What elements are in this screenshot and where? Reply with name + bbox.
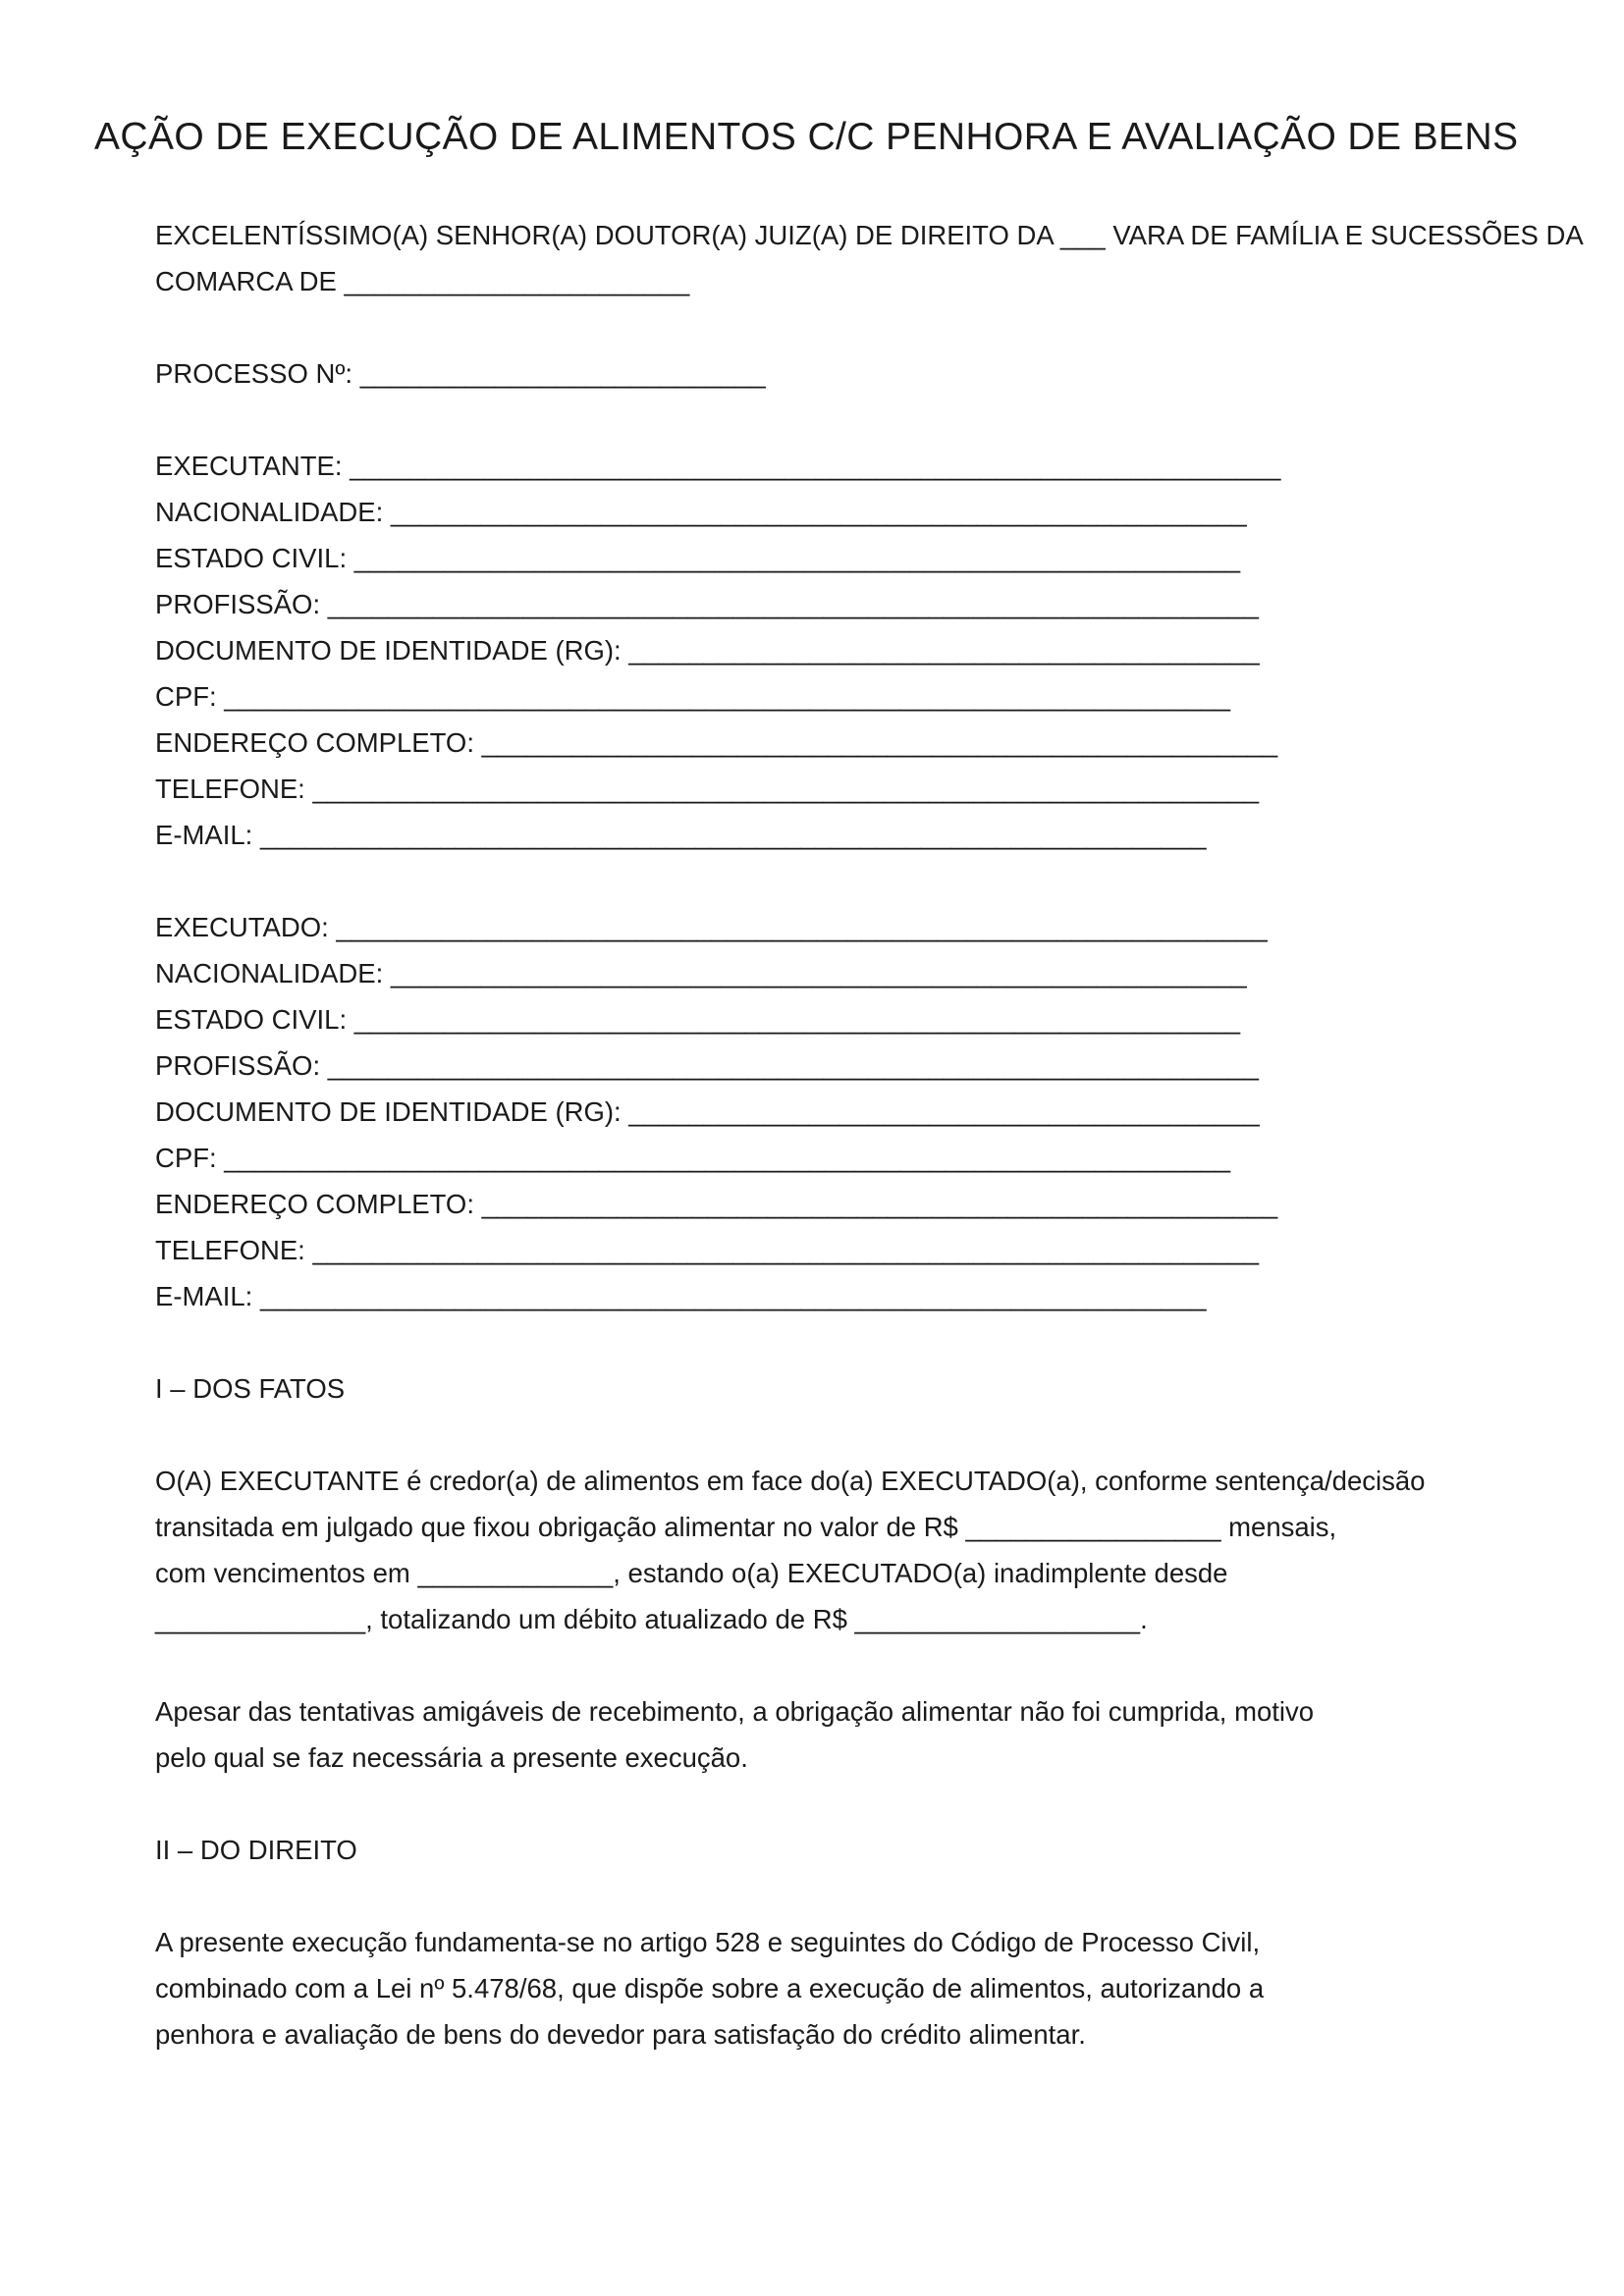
paragraph-line: A presente execução fundamenta-se no artigo 528 e seguintes do Código de Processo Civil, xyxy=(155,1927,1261,1957)
executado-name-field: EXECUTADO: ______________________________________________________________ xyxy=(155,912,1268,942)
paragraph-line: Apesar das tentativas amigáveis de recebimento, a obrigação alimentar não foi cumprida, motivo xyxy=(155,1696,1315,1727)
fatos-paragraph-1 xyxy=(155,1458,1624,1642)
executado-nationality-field: NACIONALIDADE: _________________________________________________________ xyxy=(155,958,1247,988)
paragraph-line: ______________, totalizando um débito atualizado de R$ ___________________. xyxy=(155,1604,1148,1634)
executado-email-field: E-MAIL: _______________________________________________________________ xyxy=(155,1281,1207,1311)
paragraph-line: com vencimentos em _____________, estando o(a) EXECUTADO(a) inadimplente desde xyxy=(155,1558,1228,1588)
section-heading-fatos: I – DOS FATOS xyxy=(155,1373,346,1404)
executante-marital-status-field: ESTADO CIVIL: ___________________________________________________________ xyxy=(155,543,1241,573)
executante-nationality-field: NACIONALIDADE: _________________________________________________________ xyxy=(155,497,1247,527)
executante-address-field: ENDEREÇO COMPLETO: _____________________________________________________ xyxy=(155,727,1278,758)
executante-section xyxy=(155,443,1624,858)
document-title: AÇÃO DE EXECUÇÃO DE ALIMENTOS C/C PENHORA E AVALIAÇÃO DE BENS xyxy=(94,116,1519,158)
executante-profession-field: PROFISSÃO: ______________________________________________________________ xyxy=(155,589,1259,619)
executante-email-field: E-MAIL: _______________________________________________________________ xyxy=(155,820,1207,850)
executante-cpf-field: CPF: ___________________________________________________________________ xyxy=(155,681,1230,712)
executante-rg-field: DOCUMENTO DE IDENTIDADE (RG): __________________________________________ xyxy=(155,635,1260,666)
executado-profession-field: PROFISSÃO: ______________________________________________________________ xyxy=(155,1050,1259,1081)
executado-rg-field: DOCUMENTO DE IDENTIDADE (RG): __________________________________________ xyxy=(155,1096,1260,1127)
section-heading-direito: II – DO DIREITO xyxy=(155,1835,357,1865)
direito-paragraph-1 xyxy=(155,1919,1624,2057)
paragraph-line: combinado com a Lei nº 5.478/68, que dispõe sobre a execução de alimentos, autorizando a xyxy=(155,1973,1265,2003)
executante-name-field: EXECUTANTE: ______________________________________________________________ xyxy=(155,451,1281,481)
paragraph-line: O(A) EXECUTANTE é credor(a) de alimentos em face do(a) EXECUTADO(a), conforme sentença/decisão xyxy=(155,1466,1426,1496)
executante-phone-field: TELEFONE: _______________________________________________________________ xyxy=(155,774,1259,804)
process-number-field: PROCESSO Nº: ___________________________ xyxy=(155,358,766,389)
document-body xyxy=(155,212,1624,2057)
executado-address-field: ENDEREÇO COMPLETO: _____________________________________________________ xyxy=(155,1189,1278,1219)
executado-cpf-field: CPF: ___________________________________________________________________ xyxy=(155,1143,1230,1173)
paragraph-line: penhora e avaliação de bens do devedor para satisfação do crédito alimentar. xyxy=(155,2019,1086,2050)
executado-phone-field: TELEFONE: _______________________________________________________________ xyxy=(155,1235,1259,1265)
executado-marital-status-field: ESTADO CIVIL: ___________________________________________________________ xyxy=(155,1004,1241,1035)
fatos-paragraph-2 xyxy=(155,1688,1624,1781)
paragraph-line: pelo qual se faz necessária a presente execução. xyxy=(155,1742,748,1773)
court-address-line-1: EXCELENTÍSSIMO(A) SENHOR(A) DOUTOR(A) JUIZ(A) DE DIREITO DA ___ VARA DE FAMÍLIA E SUCESSÕES DA xyxy=(155,220,1584,250)
paragraph-line: transitada em julgado que fixou obrigação alimentar no valor de R$ _________________ mensais, xyxy=(155,1512,1337,1542)
court-address-line-2: COMARCA DE _______________________ xyxy=(155,266,690,296)
executado-section xyxy=(155,904,1624,1319)
